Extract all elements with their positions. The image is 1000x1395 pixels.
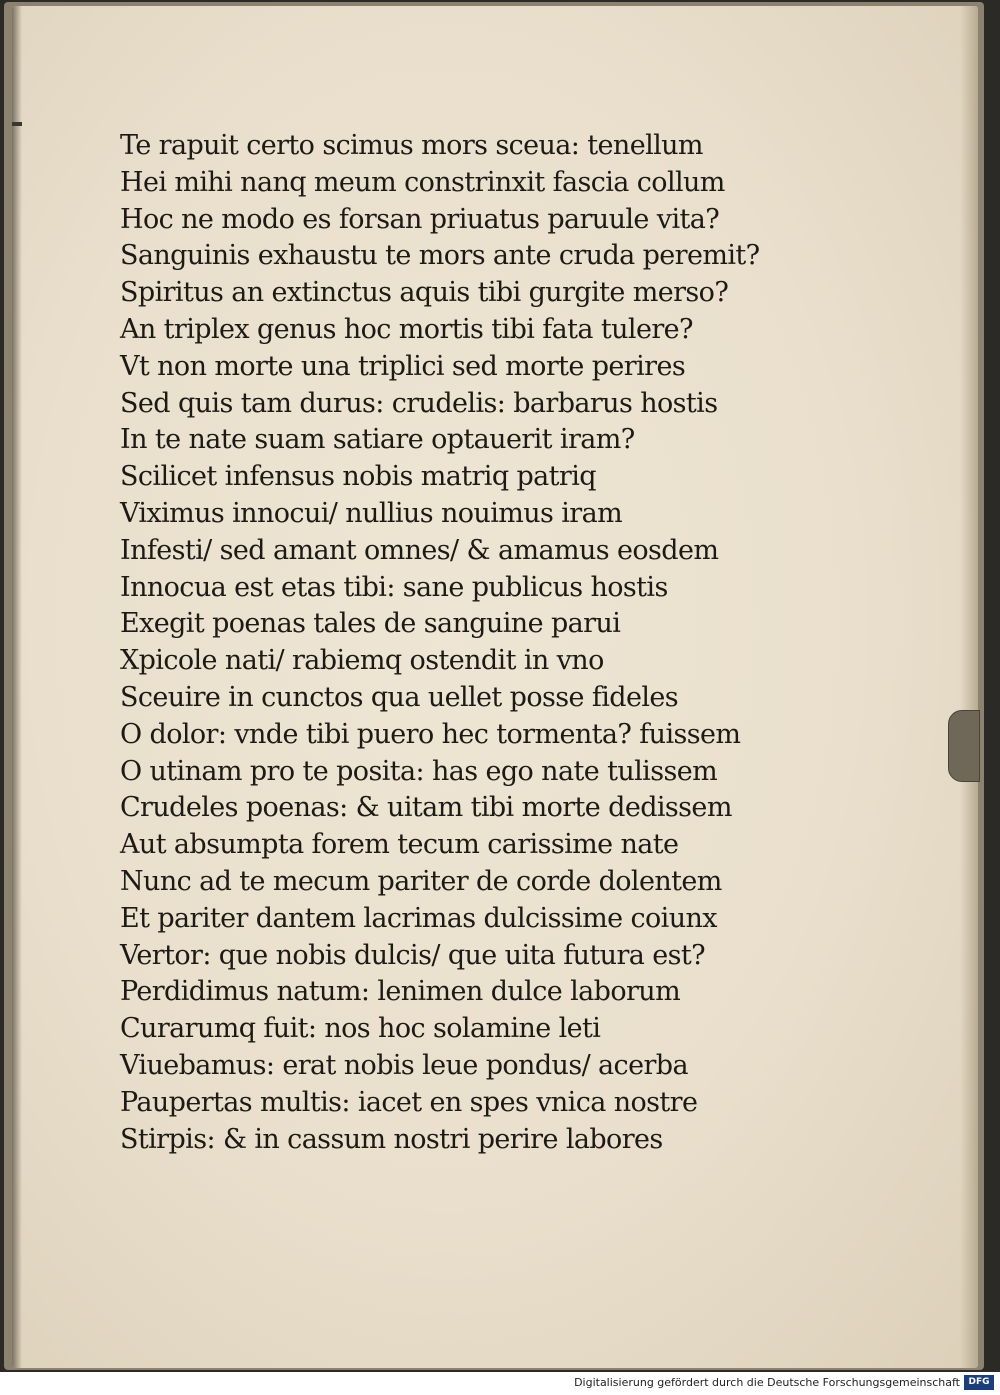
verse-text-block bbox=[120, 128, 800, 1158]
verse-line: Curarumq fuit: nos hoc solamine leti bbox=[120, 1013, 601, 1045]
verse-line: Stirpis: & in cassum nostri perire labores bbox=[120, 1123, 663, 1155]
verse-line: Viximus innocui/ nullius nouimus iram bbox=[120, 497, 623, 529]
verse-line: Nunc ad te mecum pariter de corde dolentem bbox=[120, 865, 722, 897]
verse-line: In te nate suam satiare optauerit iram? bbox=[120, 424, 635, 456]
verse-line: Viuebamus: erat nobis leue pondus/ acerba bbox=[120, 1049, 688, 1081]
verse-line: Perdidimus natum: lenimen dulce laborum bbox=[120, 976, 681, 1008]
verse-line: Scilicet infensus nobis matriq patriq bbox=[120, 461, 596, 493]
funding-credit: Digitalisierung gefördert durch die Deutsche Forschungsgemeinschaft bbox=[574, 1376, 960, 1389]
verse-line: Vertor: que nobis dulcis/ que uita futura est? bbox=[120, 939, 705, 971]
verse-line: Exegit poenas tales de sanguine parui bbox=[120, 608, 621, 640]
verse-line: Crudeles poenas: & uitam tibi morte dedissem bbox=[120, 792, 732, 824]
bookmark-tab bbox=[948, 710, 980, 782]
footer-bar bbox=[0, 1372, 1000, 1395]
verse-line: Vt non morte una triplici sed morte perires bbox=[120, 350, 686, 382]
verse-line: Paupertas multis: iacet en spes vnica nostre bbox=[120, 1086, 698, 1118]
verse-line: Hei mihi nanq meum constrinxit fascia collum bbox=[120, 166, 725, 198]
page-gutter-shadow bbox=[12, 6, 22, 1368]
verse-line: Hoc ne modo es forsan priuatus paruule vita? bbox=[120, 203, 720, 235]
verse-line: Sanguinis exhaustu te mors ante cruda peremit? bbox=[120, 240, 760, 272]
dfg-logo: DFG bbox=[964, 1375, 994, 1390]
verse-line: An triplex genus hoc mortis tibi fata tulere? bbox=[120, 313, 693, 345]
verse-line: O dolor: vnde tibi puero hec tormenta? fuissem bbox=[120, 718, 741, 750]
verse-line: Innocua est etas tibi: sane publicus hostis bbox=[120, 571, 668, 603]
verse-line: O utinam pro te posita: has ego nate tulissem bbox=[120, 755, 718, 787]
page-edge bbox=[960, 6, 978, 1368]
page-edge-mark bbox=[12, 122, 22, 126]
verse-line: Sed quis tam durus: crudelis: barbarus hostis bbox=[120, 387, 718, 419]
verse-line: Xpicole nati/ rabiemq ostendit in vno bbox=[120, 645, 604, 677]
verse-line: Sceuire in cunctos qua uellet posse fideles bbox=[120, 681, 679, 713]
verse-line: Spiritus an extinctus aquis tibi gurgite merso? bbox=[120, 277, 729, 309]
verse-line: Aut absumpta forem tecum carissime nate bbox=[120, 829, 679, 861]
verse-line: Te rapuit certo scimus mors sceua: tenellum bbox=[120, 130, 703, 161]
verse-line: Et pariter dantem lacrimas dulcissime coiunx bbox=[120, 902, 717, 934]
verse-line: Infesti/ sed amant omnes/ & amamus eosdem bbox=[120, 534, 719, 566]
